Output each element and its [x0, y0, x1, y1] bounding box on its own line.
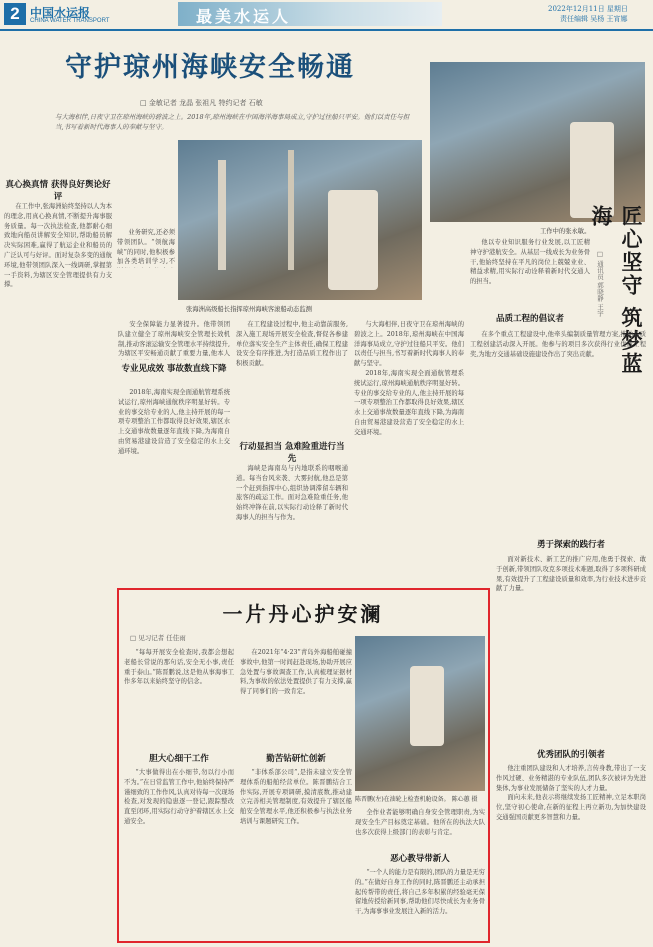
main-col1-text: 在工作中,张海洲始终坚持以人为本的理念,用真心换真情,不断提升海事服务质量。每一次执法检查,他都耐心细致地向船员讲解安全知识,帮助船员解决实际困难,赢得了航运企业和船员的广泛认可与好评。面对复杂多变的通航环境,他带领团队深入一线调研,掌握第一手资料,为辖区安全管理提供有力支撑。 [4, 203, 112, 289]
featured-headline: 一片丹心护安澜 [222, 602, 384, 626]
right-subhead-1: 品质工程的倡议者 [495, 314, 564, 324]
right-vertical-title: 匠心坚守 筑梦蓝海 [589, 205, 644, 376]
main-col3-text-a: 在工程建设过程中,他主动靠前服务,深入施工现场开展安全检查,督促各参建单位落实安全生产主体责任,确保工程建设安全有序推进,为打造品质工程作出了积极贡献。 [236, 321, 348, 368]
section-banner-title: 最美水运人 [196, 7, 292, 26]
main-col2-subhead: 专业见成效 事故数直线下降 [121, 364, 227, 374]
right-subhead-3: 优秀团队的引领者 [536, 750, 605, 760]
right-photo [430, 62, 645, 222]
featured-subhead-2: 勤苦钻研忙创新 [266, 754, 326, 764]
main-headline: 守护琼州海峡安全畅通 [65, 52, 355, 83]
main-photo [178, 140, 422, 300]
right-text-2: 面对新技术、新工艺的推广应用,他勇于探索、敢于创新,带领团队攻克多项技术难题,取得了多项科研成果,有效提升了工程建设质量和效率,为行业技术进步贡献了力量。 [496, 556, 646, 593]
main-col3-text: 海峡是海南岛与内地联系的咽喉通道。每当台风来袭、大雾封航,他总是第一个赶到指挥中心,组织协调滞留车辆和旅客的疏运工作。面对急难险重任务,他始终冲锋在前,以实际行动诠释了新时代海事人的担当与作为。 [236, 465, 348, 521]
featured-col3-text2: “一个人的能力是有限的,团队的力量是无穷的。”在做好自身工作的同时,陈晋鹏还主动承担起传帮带的责任,将自己多年积累的经验毫无保留地传授给新同事,帮助他们尽快成长为业务骨干,为海事事业发展注入新的活力。 [355, 869, 485, 916]
featured-byline: □ 见习记者 任佳雨 [130, 634, 186, 642]
right-vertical-byline: □ 通讯员 郭晓静 王宇 [596, 250, 604, 317]
right-text-1: 在多个重点工程建设中,他牵头编制质量管理方案,推动品质工程创建活动深入开展。他参与的项目多次获得行业优质工程奖,为地方交通基础设施建设作出了突出贡献。 [470, 331, 646, 358]
featured-col1-text: “大事做得出在小细节,勿以行小而不为。”在日常监管工作中,他始终保持严谨细致的工作作风,认真对待每一次现场检查,对发现的隐患逐一登记,跟踪整改直至闭环,用实际行动守护着辖区水上交通安全。 [124, 769, 234, 825]
featured-col2-text: 在2021年“4·23”青岛外海船舶碰撞事故中,他第一时间赶赴现场,协助开展应急处置与事故调查工作,认真梳理证据材料,为事故的依法处置提供了有力支撑,赢得了同事们的一致肯定。 [240, 649, 352, 696]
featured-col3-text: 全作业者能够明确自身安全管理职责,为实现安全生产目标奠定基础。他所在的执法大队也多次获得上级部门的表彰与肯定。 [355, 809, 485, 836]
editor-credits: 责任编辑 吴杨 王宵娜 [560, 15, 628, 23]
newspaper-name: 中国水运报 [30, 6, 91, 20]
main-photo-caption: 张海洲高级船长指挥琼州海峡客滚船动态监测 [186, 306, 312, 313]
right-photo-caption: 工作中的张永敏。 [540, 228, 591, 235]
featured-subhead-3: 恶心教导带新人 [390, 854, 450, 864]
featured-photo [355, 636, 485, 791]
featured-intro: “每每开展安全检查时,我都会想起老船长常说的那句话,安全无小事,责任重于泰山。”陈晋鹏说,这是他从事海事工作多年以来始终坚守的信念。 [124, 649, 234, 686]
featured-col2-text2: “非体系部公司”,是指未建立安全管理体系的船舶经营单位。陈晋鹏结合工作实际,开展专项调研,摸清底数,推动建立完善相关管理制度,有效提升了辖区船舶安全管理水平,他还积极参与执法业务培训与课题研究工作。 [240, 769, 352, 825]
main-col2-text: 业务研究,还必须带领团队。“领航海峡”的同时,他积极参加各类培训学习,不 [117, 229, 175, 266]
main-col2-text-b: 安全保障能力显著提升。他带领团队建立健全了琼州海峡安全管理长效机制,推动客滚运输安全管理水平持续提升,为辖区平安畅通贡献了重要力量,他本人 [118, 321, 230, 358]
main-byline: □ 金敏记者 龙晶 张祖凡 特约记者 石敏 [140, 99, 263, 107]
section-banner [178, 2, 442, 26]
right-intro: 他以专业知识服务行业发展,以工匠精神守护港航安全。从基层一线成长为业务骨干,他始终坚持在平凡的岗位上兢兢业业、精益求精,用实际行动诠释着新时代交通人的担当。 [470, 239, 590, 286]
featured-subhead-1: 胆大心细干工作 [149, 754, 209, 764]
issue-date: 2022年12月11日 星期日 [548, 5, 628, 13]
page-number: 2 [4, 3, 26, 25]
header-divider [0, 29, 653, 31]
featured-photo-caption: 陈晋鹏(左)在油轮上检查机舱设备。 陈心蕙 摄 [355, 796, 478, 803]
main-lead: 与大海相伴,日夜守卫在琼州海峡的碧波之上。2018年,琼州海峡在中国海洋海事局成立,守护过往船只平安。他们以责任与担当,书写着新时代海事人的奉献与坚守。 [55, 113, 410, 131]
main-col2-text2: 2018年,海南实现全面通航管理系统试运行,琼州海峡通航秩序明显好转。专业的事交给专业的人,他主持开展的每一项专项整治工作都取得良好效果,辖区水上交通事故数量逐年直线下降,为海南自由贸易港建设营造了安全稳定的水上交通环境。 [118, 389, 230, 455]
newspaper-name-en: CHINA WATER TRANSPORT [30, 18, 110, 24]
right-subhead-2: 勇于探索的践行者 [536, 540, 605, 550]
right-text-3: 他注重团队建设和人才培养,言传身教,带出了一支作风过硬、业务精湛的专业队伍,团队多次被评为先进集体,为事业发展储备了坚实的人才力量。 面向未来,他表示将继续发扬工匠精神,立足本职岗位,坚守初心使命,在新的征程上再立新功,为加快建设交通强国贡献更多智慧和力量。 [496, 765, 646, 821]
main-col1-subhead: 真心换真情 获得良好舆论好评 [5, 180, 111, 202]
main-col3-subhead: 行动显担当 急难险重进行当先 [239, 442, 345, 464]
main-col4-text: 与大海相伴,日夜守卫在琼州海峡的碧波之上。2018年,琼州海峡在中国海洋海事局成立,守护过往船只平安。他们以责任与担当,书写着新时代海事人的奉献与坚守。 2018年,海南实现全面通航管理系统试运行,琼州海峡通航秩序明显好转。专业的事交给专业的人,他主持开展的每一项专项整治工作都取得良好效果,辖区水上交通事故数量逐年直线下降,为海南自由贸易港建设营造了安全稳定的水上交通环境。 [354, 321, 464, 436]
